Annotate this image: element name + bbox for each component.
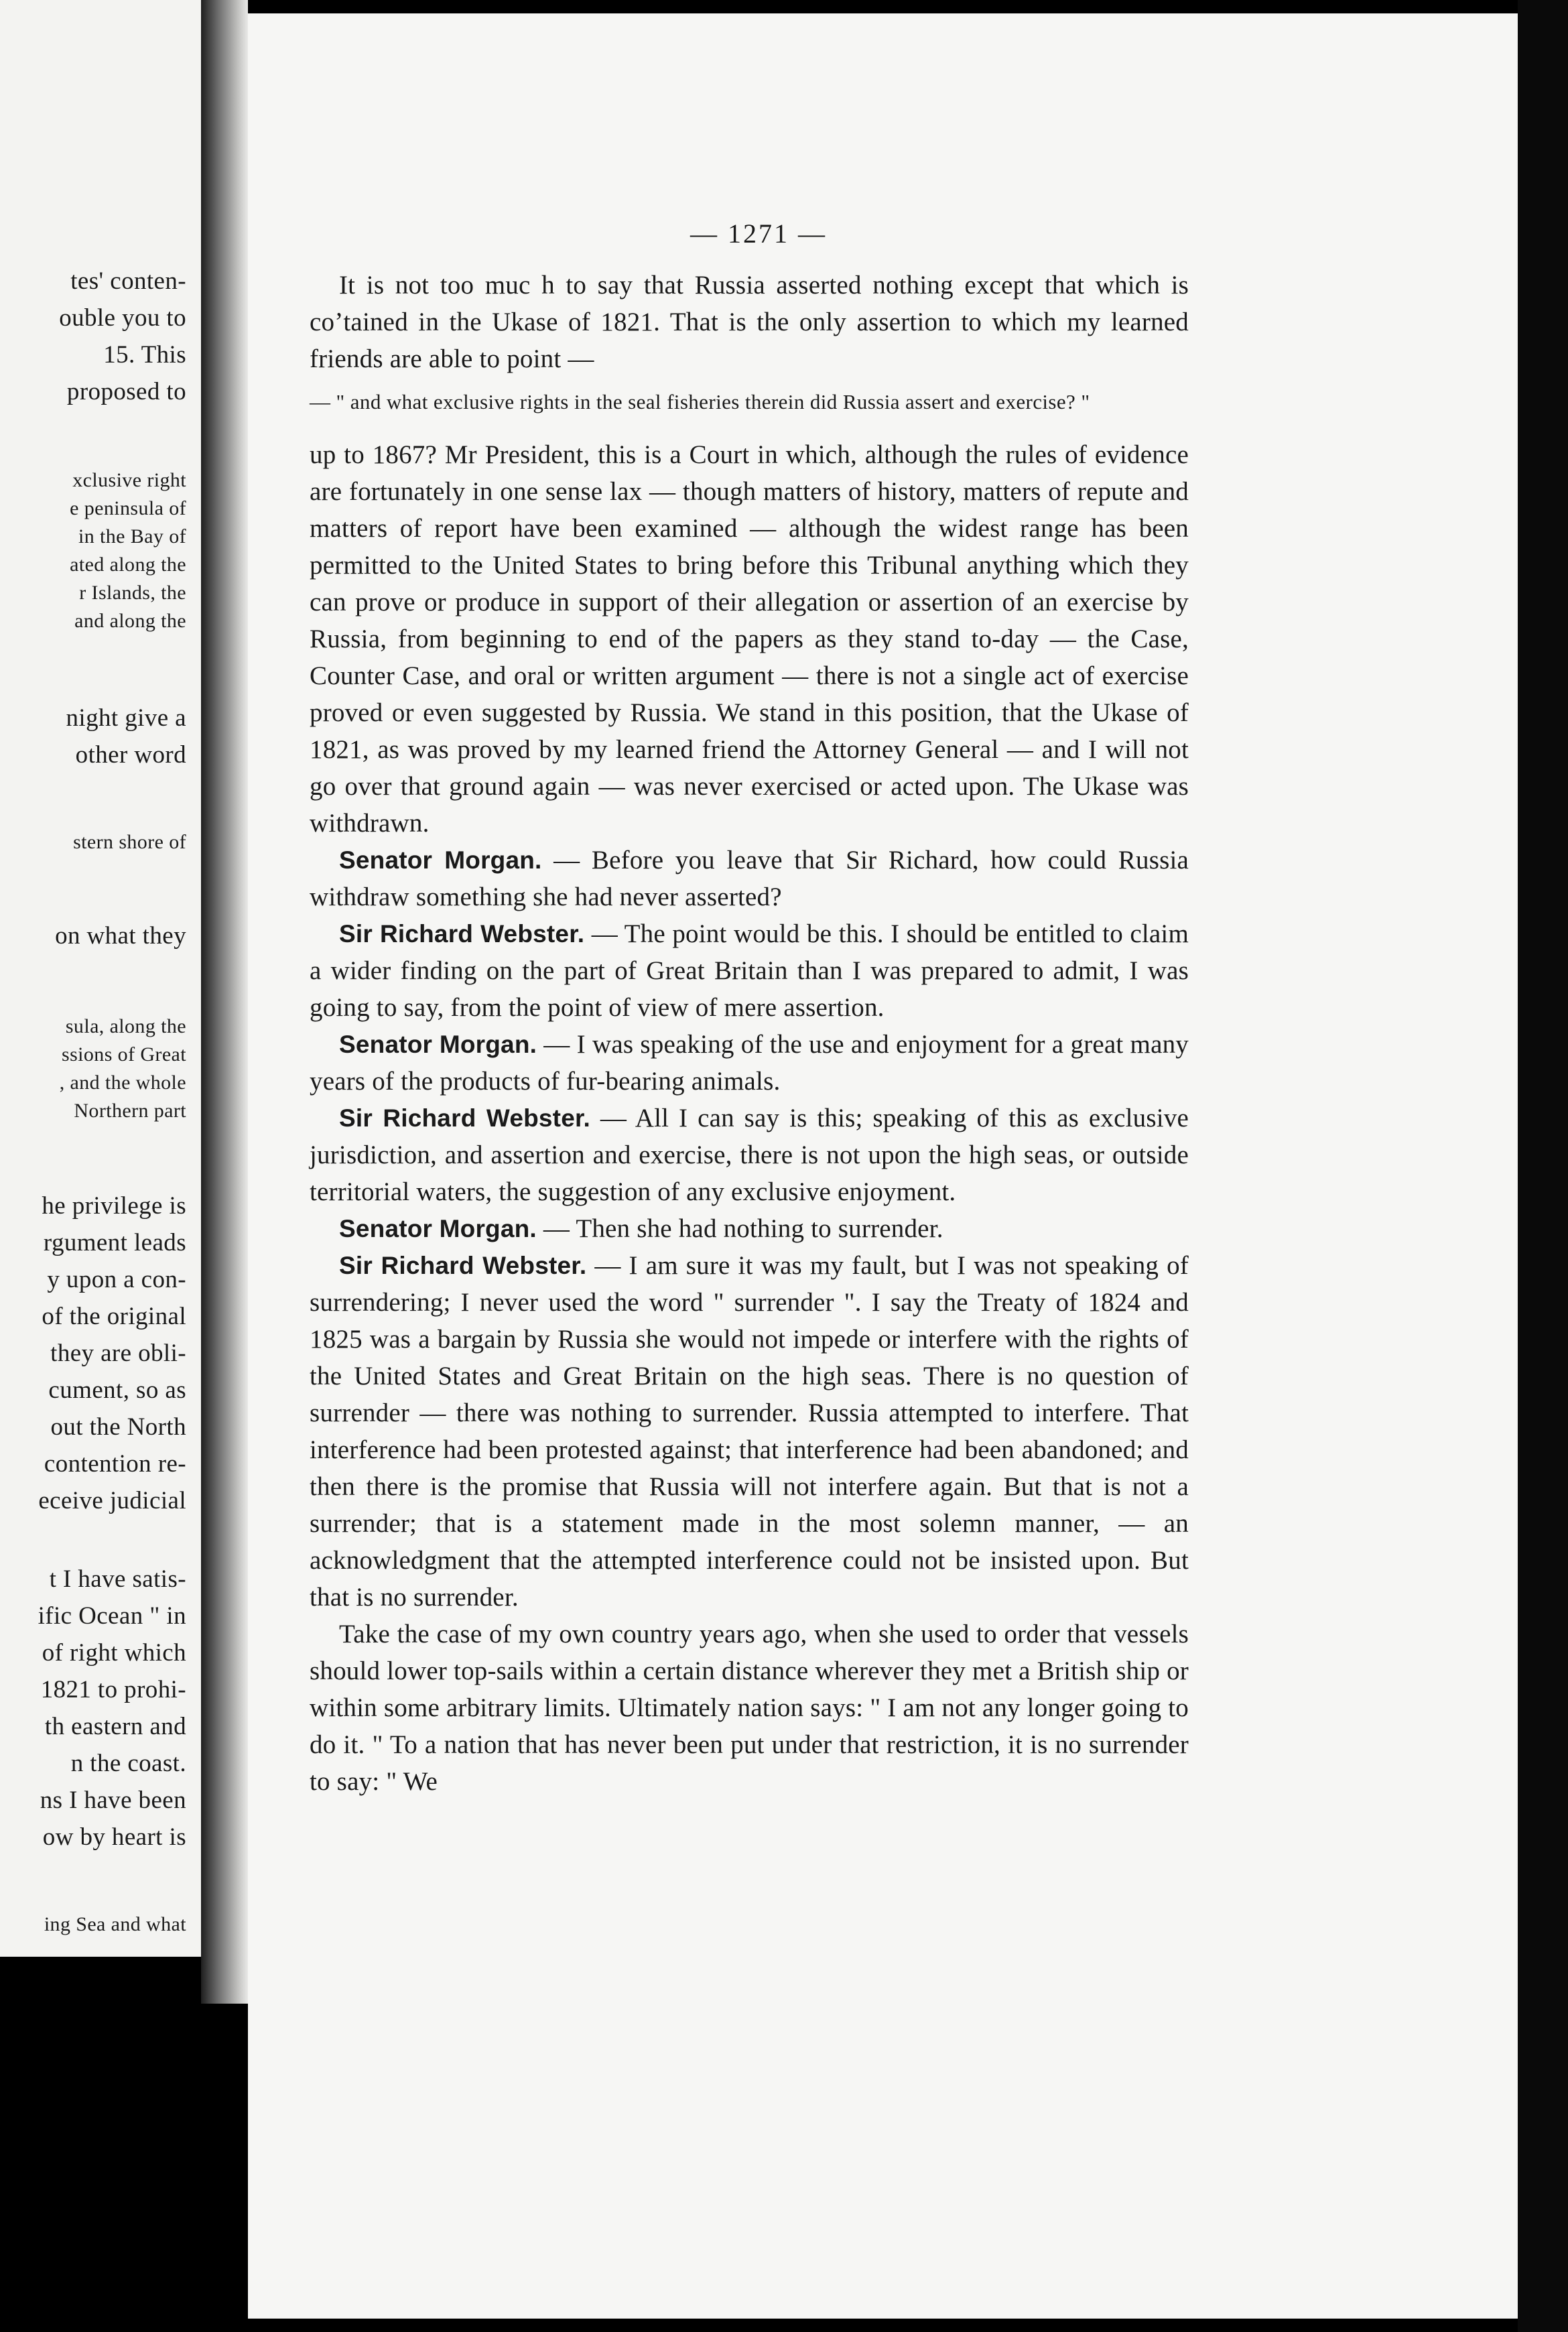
facing-page-text-fragment: ouble you to [59,304,186,332]
speaker-name: Sir Richard Webster. [339,1104,591,1132]
facing-page-text-fragment: and along the [74,610,186,632]
facing-page-text-fragment: ific Ocean " in [38,1602,186,1630]
speaker-name: Sir Richard Webster. [339,920,585,948]
facing-page-text-fragment: of the original [42,1303,186,1330]
speech-text: — I was speaking of the use and enjoyment for a great many years of the products of fur-bearing animals. [310,1030,1189,1096]
facing-page-text-fragment: eceive judicial [38,1487,186,1514]
facing-page-text-fragment: ssions of Great [62,1043,186,1065]
facing-page-text-fragment: , and the whole [59,1072,186,1094]
facing-page-text-fragment: sula, along the [65,1015,186,1037]
facing-page-text-fragment: r Islands, the [79,582,186,604]
facing-page-text-fragment: stern shore of [73,831,186,853]
paragraph: It is not too muc h to say that Russia asserted nothing except that which is coʼtained in the Ukase of 1821. That is the only assertion to which my learned friends are able to point — [310,271,1189,373]
facing-page-text-fragment: e peninsula of [70,497,186,519]
facing-page-text-fragment: y upon a con- [47,1266,186,1293]
speech-text: — All I can say is this; speaking of this as exclusive jurisdiction, and assertion and exercise, there is not upon the high seas, or outside territorial waters, the suggestion of any exclusive enjoyment. [310,1104,1189,1206]
speaker-name: Senator Morgan. [339,1215,537,1242]
facing-page-text-fragment: they are obli- [50,1340,186,1367]
facing-page-text-fragment: 1821 to prohi- [40,1676,186,1703]
facing-page-text-fragment: night give a [66,704,186,732]
dialogue-paragraph [310,1210,1189,1247]
dialogue-paragraph [310,1247,1189,1616]
paragraph: up to 1867? Mr President, this is a Court in which, although the rules of evidence are fortunately in one sense lax — though matters of history, matters of repute and matters of report have been examined — although the widest range has been permitted to the United States to bring before this Tribunal anything which they can prove or produce in support of their allegation or assertion of an exercise by Russia, from beginning to end of the papers as they stand to-day — the Case, Counter Case, and oral or written argument — there is not a single act of exercise proved or even suggested by Russia. We stand in this position, that the Ukase of 1821, as was proved by my learned friend the Attorney General — and I will not go over that ground again — was never exercised or acted upon. The Ukase was withdrawn. [310,440,1189,838]
paragraph: Take the case of my own country years ago, when she used to order that vessels should lower top-sails within a certain distance wherever they met a British ship or within some arbitrary limits. Ultimately nation says: " I am not any longer going to do it. " To a nation that has never been put under that restriction, it is no surrender to say: " We [310,1620,1189,1796]
facing-page-text-fragment: rgument leads [43,1229,186,1256]
facing-page-text-fragment: 15. This [103,341,186,369]
dialogue-paragraph [310,1026,1189,1100]
facing-page-text-fragment: out the North [50,1413,186,1441]
speech-text: — Before you leave that Sir Richard, how could Russia withdraw something she had never asserted? [310,846,1189,911]
page-body [310,267,1189,1800]
facing-page-text-fragment: of right which [42,1639,186,1667]
facing-page-text-fragment: ow by heart is [42,1823,186,1851]
page-number: — 1271 — [690,218,827,249]
dialogue-paragraph [310,915,1189,1026]
facing-page-text-fragment: th eastern and [44,1713,186,1740]
facing-page-text-fragment: cument, so as [48,1376,186,1404]
speaker-name: Sir Richard Webster. [339,1252,587,1279]
speaker-name: Senator Morgan. [339,1031,537,1058]
facing-page-text-fragment: tes' conten- [70,267,186,295]
speech-text: — I am sure it was my fault, but I was not speaking of surrendering; I never used the word " surrender ". I say the Treaty of 1824 and 1825 was a bargain by Russia she would not impede or interfere with the rights of the United States and Great Britain on the high seas. There is no question of surrender — there was nothing to surrender. Russia attempted to interfere. That interference had been protested against; that interference had been abandoned; and then there is the promise that Russia will not interfere again. But that is not a surrender; that is a statement made in the most solemn manner, — an acknowledgment that the attempted interference could not be insisted upon. But that is no surrender. [310,1251,1189,1612]
facing-page-text-fragment: Northern part [74,1100,186,1122]
facing-page-left [0,0,201,1957]
dialogue-paragraph [310,842,1189,915]
speech-text: — The point would be this. I should be entitled to claim a wider finding on the part of Great Britain than I was prepared to admit, I was going to say, from the point of view of mere assertion. [310,919,1189,1022]
facing-page-text-fragment: he privilege is [42,1192,186,1220]
facing-page-text-fragment: on what they [55,922,186,950]
speech-text: — Then she had nothing to surrender. [536,1214,943,1243]
facing-page-text-fragment: other word [75,741,186,769]
block-quote: — " and what exclusive rights in the seal fisheries therein did Russia assert and exercise? " [310,390,1090,413]
facing-page-text-fragment: xclusive right [72,469,186,491]
scan-border [1518,0,1568,2332]
facing-page-text-fragment: ated along the [70,554,186,576]
facing-page-text-fragment: in the Bay of [78,525,186,547]
book-gutter [201,0,248,2004]
dialogue-paragraph [310,1100,1189,1210]
facing-page-text-fragment: ing Sea and what [44,1913,186,1935]
facing-page-text-fragment: t I have satis- [49,1565,186,1593]
facing-page-text-fragment: contention re- [44,1450,186,1478]
speaker-name: Senator Morgan. [339,846,542,874]
facing-page-text-fragment: proposed to [66,378,186,405]
facing-page-text-fragment: ns I have been [40,1787,186,1814]
facing-page-text-fragment: n the coast. [70,1750,186,1777]
